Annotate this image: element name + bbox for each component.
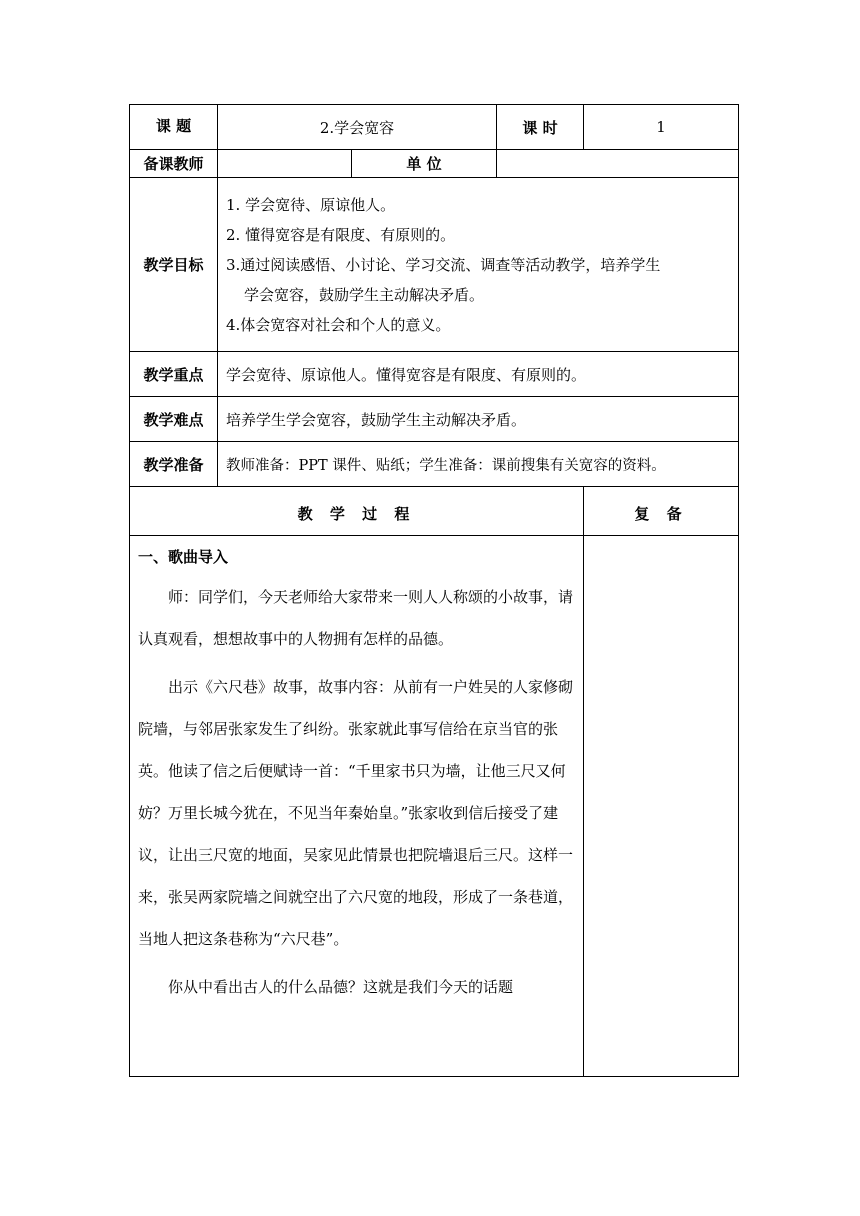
review-header: 复 备 xyxy=(584,487,739,536)
goal-item-3-cont: 学会宽容，鼓励学生主动解决矛盾。 xyxy=(244,285,485,304)
goals-label: 教学目标 xyxy=(130,178,218,352)
row-key-points xyxy=(130,352,739,397)
goal-item-4: 4.体会宽容对社会和个人的意义。 xyxy=(226,315,451,334)
goal-item-3: 3.通过阅读感悟、小讨论、学习交流、调查等活动教学，培养学生 xyxy=(226,255,661,274)
row-process-body xyxy=(130,536,739,1077)
review-content xyxy=(584,536,739,1077)
unit-label: 单 位 xyxy=(352,150,497,178)
row-teacher xyxy=(130,150,739,178)
process-content xyxy=(130,536,584,1077)
teacher-value xyxy=(218,150,352,178)
difficulties-label: 教学难点 xyxy=(130,397,218,442)
difficulties-value: 培养学生学会宽容，鼓励学生主动解决矛盾。 xyxy=(218,397,739,442)
unit-value xyxy=(497,150,739,178)
preparation-value: 教师准备：PPT 课件、贴纸；学生准备：课前搜集有关宽容的资料。 xyxy=(218,442,739,487)
row-preparation xyxy=(130,442,739,487)
row-difficulties xyxy=(130,397,739,442)
period-label: 课 时 xyxy=(497,105,584,150)
key-points-value: 学会宽待、原谅他人。懂得宽容是有限度、有原则的。 xyxy=(218,352,739,397)
goal-item-2: 2. 懂得宽容是有限度、有原则的。 xyxy=(226,225,456,244)
key-points-label: 教学重点 xyxy=(130,352,218,397)
paragraph-3: 你从中看出古人的什么品德？这就是我们今天的话题 xyxy=(168,978,514,996)
row-topic xyxy=(130,105,739,150)
process-header: 教 学 过 程 xyxy=(130,487,584,536)
row-process-header xyxy=(130,487,739,536)
lesson-plan-table xyxy=(129,104,739,1077)
paragraph-2: 出示《六尺巷》故事，故事内容：从前有一户姓吴的人家修砌院墙，与邻居张家发生了纠纷。张家就此事写信给在京当官的张英。他读了信之后便赋诗一首：“千里家书只为墙，让他三尺又何妨？万里长城今犹在，不见当年秦始皇。”张家收到信后接受了建议，让出三尺宽的地面，吴家见此情景也把院墙退后三尺。这样一来，张吴两家院墙之间就空出了六尺宽的地段，形成了一条巷道，当地人把这条巷称为“六尺巷”。 xyxy=(138,678,574,948)
topic-value: 2.学会宽容 xyxy=(218,105,497,150)
paragraph-1: 师：同学们，今天老师给大家带来一则人人称颂的小故事，请认真观看，想想故事中的人物拥有怎样的品德。 xyxy=(138,588,574,648)
goals-content xyxy=(218,178,739,352)
goal-item-1: 1. 学会宽待、原谅他人。 xyxy=(226,195,396,214)
section-title: 一、歌曲导入 xyxy=(138,548,229,566)
row-goals xyxy=(130,178,739,352)
period-value: 1 xyxy=(584,105,739,150)
topic-label: 课 题 xyxy=(130,105,218,150)
preparation-label: 教学准备 xyxy=(130,442,218,487)
teacher-label: 备课教师 xyxy=(130,150,218,178)
